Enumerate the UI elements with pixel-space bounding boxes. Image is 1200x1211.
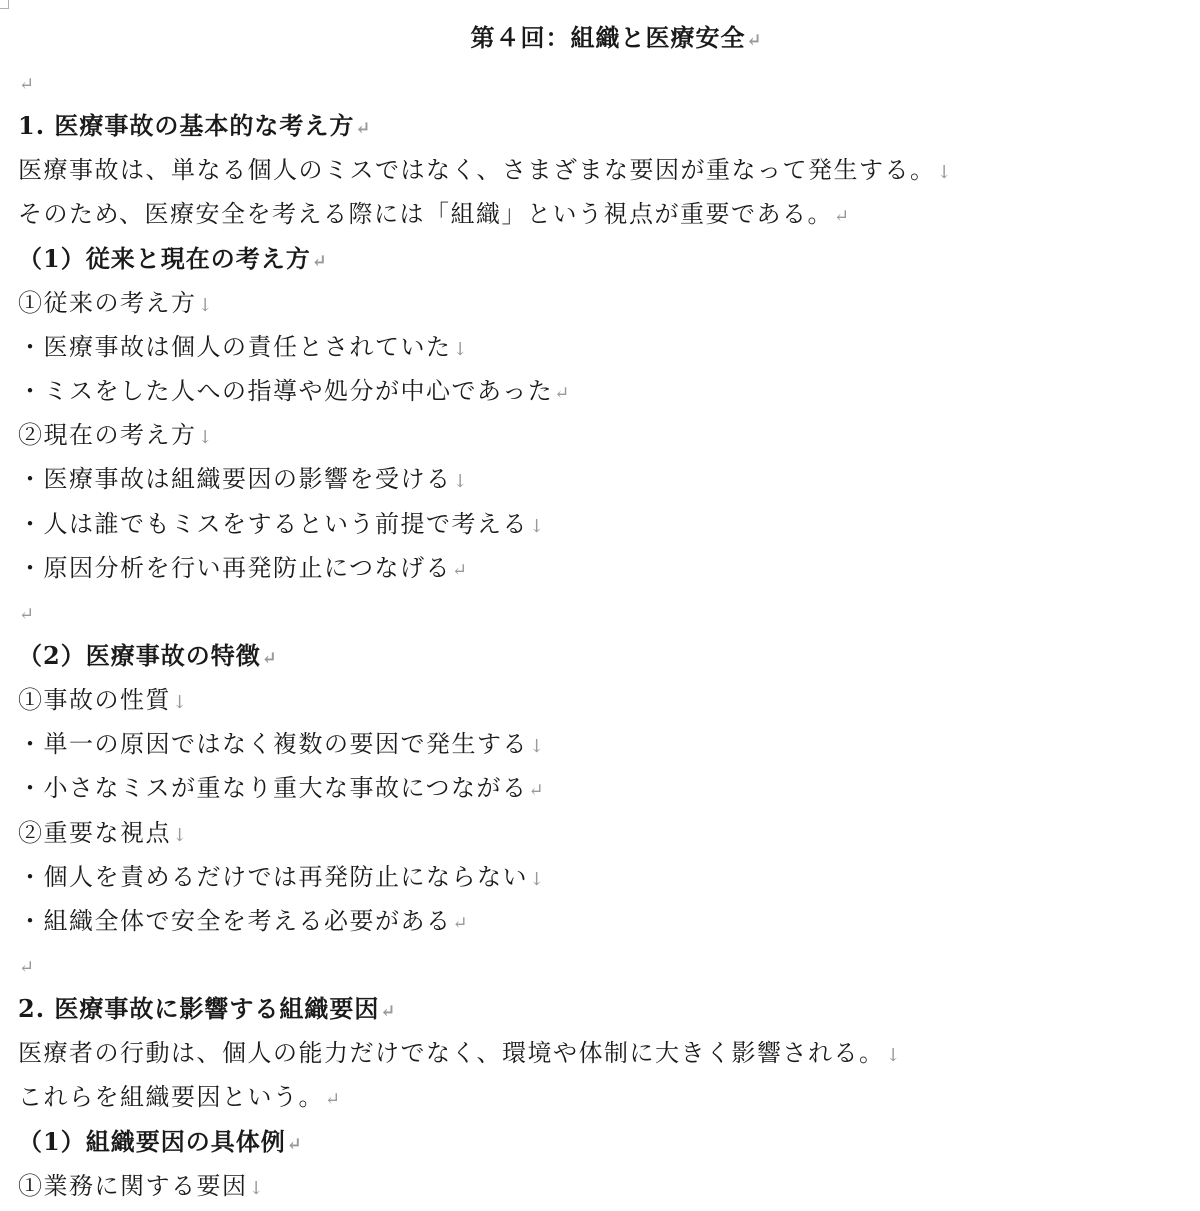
paragraph-mark-icon: ↵ [528,780,544,802]
text-line [18,546,467,590]
page-corner-mark [0,0,9,9]
line-text: ②現在の考え方 [18,421,197,450]
line-break-mark-icon: ↓ [529,515,545,537]
blank-line [18,60,34,104]
line-text: ・小さなミスが重なり重大な事故につながる [18,774,528,803]
paragraph-mark-icon: ↵ [311,250,327,272]
paragraph-mark-icon: ↵ [554,383,570,405]
heading-line [18,104,371,148]
line-text: ・単一の原因ではなく複数の要因で発生する [18,730,528,759]
text-line [18,811,187,855]
text-line [18,722,544,766]
heading-line [18,987,396,1031]
line-text: ②重要な視点 [18,818,171,847]
line-break-mark-icon: ↓ [885,1045,901,1067]
line-text: ①事故の性質 [18,686,171,715]
paragraph-mark-icon: ↵ [286,1133,302,1155]
text-line [18,678,187,722]
paragraph-mark-icon: ↵ [834,206,850,228]
line-text: ①従来の考え方 [18,288,197,317]
line-break-mark-icon: ↓ [197,294,213,316]
line-break-mark-icon: ↓ [452,471,468,493]
line-text: そのため、医療安全を考える際には「組織」という視点が重要である。 [18,200,834,229]
text-line [18,192,849,236]
blank-line [18,590,34,634]
paragraph-mark-icon: ↵ [452,559,468,581]
line-text: 2. 医療事故に影響する組織要因 [18,994,380,1024]
line-break-mark-icon: ↓ [172,824,188,846]
line-text: ①業務に関する要因 [18,1171,248,1200]
text-line [18,502,544,546]
line-text: ・個人を責めるだけでは再発防止にならない [18,862,528,891]
line-text: ・ミスをした人への指導や処分が中心であった [18,377,554,406]
paragraph-mark-icon: ↵ [355,118,371,140]
line-text: ・医療事故は組織要因の影響を受ける [18,465,452,494]
blank-line [18,943,34,987]
line-text: 1. 医療事故の基本的な考え方 [18,111,355,141]
text-line [18,148,952,192]
line-text: ・原因分析を行い再発防止につなげる [18,553,452,582]
paragraph-mark-icon: ↵ [19,74,35,95]
line-break-mark-icon: ↓ [529,868,545,890]
text-line [18,1075,340,1119]
line-text: （1）組織要因の具体例 [18,1126,286,1156]
text-line [18,369,569,413]
text-line [18,1164,264,1208]
paragraph-mark-icon: ↵ [325,1089,341,1111]
heading-line [18,237,327,281]
paragraph-mark-icon: ↵ [19,957,35,978]
line-text: これらを組織要因という。 [18,1083,324,1112]
line-break-mark-icon: ↓ [197,427,213,449]
paragraph-mark-icon: ↵ [261,647,277,669]
document-title [0,16,1200,60]
text-line [18,413,213,457]
paragraph-mark-icon: ↵ [19,603,35,625]
line-text: ・組織全体で安全を考える必要がある [18,906,452,935]
line-text: 医療事故は、単なる個人のミスではなく、さまざまな要因が重なって発生する。 [18,156,936,185]
text-line [18,1031,901,1075]
text-line [18,899,468,943]
line-text: 医療者の行動は、個人の能力だけでなく、環境や体制に大きく影響される。 [18,1039,885,1068]
line-text: ・人は誰でもミスをするという前提で考える [18,509,528,538]
document-title-text: 第４回：組織と医療安全 [470,23,746,52]
text-line [18,457,468,501]
heading-line [18,1120,302,1164]
text-line [18,281,213,325]
paragraph-mark-icon: ↵ [380,1001,396,1023]
line-break-mark-icon: ↓ [452,338,468,360]
line-break-mark-icon: ↓ [529,736,545,758]
line-text: ・医療事故は個人の責任とされていた [18,332,452,361]
line-text: （1）従来と現在の考え方 [18,243,311,273]
paragraph-mark-icon: ↵ [746,30,762,51]
line-break-mark-icon: ↓ [936,162,952,184]
text-line [18,855,544,899]
text-line [18,325,468,369]
paragraph-mark-icon: ↵ [452,912,468,934]
line-break-mark-icon: ↓ [248,1177,264,1199]
heading-line [18,634,277,678]
text-line [18,766,544,810]
line-text: （2）医療事故の特徴 [18,640,261,670]
line-break-mark-icon: ↓ [172,692,188,714]
